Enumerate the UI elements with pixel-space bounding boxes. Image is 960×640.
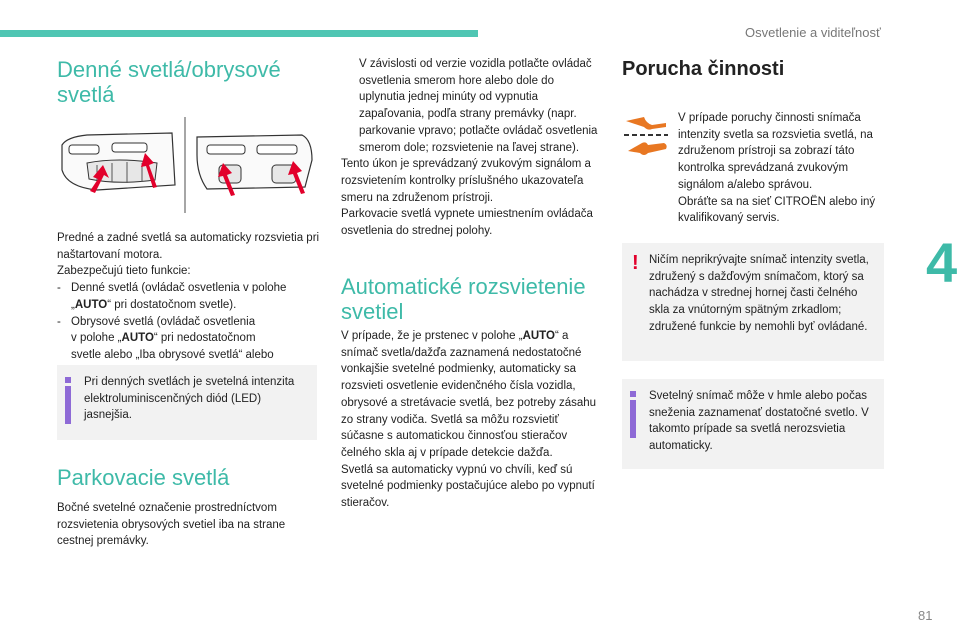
auto-keyword: AUTO — [74, 298, 108, 311]
daylight-body — [57, 230, 327, 380]
malfunction-text-line1: V prípade poruchy činnosti snímača intenzity svetla sa rozsvietia svetlá, na združenom prístroji sa zobrazí táto kontrolka sprevádzaná zvukovým signálom a/alebo správou. — [678, 112, 873, 191]
bullet-position-line1: Obrysové svetlá (ovládač osvetlenia — [71, 315, 256, 328]
page-number: 81 — [918, 608, 933, 623]
info-note-led-text: Pri denných svetlách je svetelná intenzita elektroluminiscenčných diód (LED) jasnejšia. — [84, 376, 295, 422]
arrow-bullet — [341, 56, 603, 156]
arrow-bullet-text: V závislosti od verzie vozidla potlačte ovládač osvetlenia smerom hore alebo dole do uplynutia jednej minúty od vypnutia zapaľovania, podľa strany premávky (napr. parkovanie vpravo; potlačte ovládač osvetlenia smerom dole; rozsvietenie na ľavej strane). — [359, 58, 598, 154]
daylight-title-line1: Denné svetlá/obrysové — [57, 57, 281, 82]
daylight-para2: Zabezpečujú tieto funkcie: — [57, 265, 191, 278]
bullet-daylight-line2: “ pri dostatočnom svetle). — [107, 298, 237, 311]
bullet-daylight — [57, 280, 327, 313]
auto-lighting-para1-c: “ a snímač svetla/dažďa zaznamená nedostatočné vonkajšie svetelné podmienky, automaticky sa rozsvieti osvetlenie evidenčného čísla vozidla, obrysové a stretávacie svetlá, bez potreby zásahu zo strany vodiča. Svetlá sa môžu rozsvietiť súčasne s automatickou činnosťou stieračov čelného skla aj v prípade detekcie dažďa. — [341, 330, 597, 459]
malfunction-text — [678, 110, 878, 227]
warning-exclamation-icon: ! — [632, 252, 639, 274]
warning-note — [622, 243, 884, 361]
auto-lighting-para1 — [341, 328, 603, 462]
malfunction-title: Porucha činnosti — [622, 58, 785, 80]
auto-lighting-body — [341, 328, 603, 512]
bullet-position-line2c: “ pri nedostatočnom — [153, 332, 256, 345]
auto-keyword: AUTO — [522, 330, 555, 342]
bullet-daylight-quote: „ — [71, 298, 75, 311]
bullet-marker: - — [57, 282, 61, 295]
info-note-led — [57, 365, 317, 440]
parking-para1: Tento úkon je sprevádzaný zvukovým signálom a rozsvietením kontrolky príslušného ukazovateľa smeru na združenom prístroji. — [341, 158, 591, 204]
daylight-para1: Predné a zadné svetlá sa automaticky rozsvietia pri naštartovaní motora. — [57, 232, 320, 261]
auto-lighting-para2: Svetlá sa automaticky vypnú vo chvíli, keď sú svetelné podmienky postačujúce alebo po vypnutí stieračov. — [341, 463, 595, 510]
parking-instructions — [341, 56, 603, 240]
parking-text: Bočné svetelné označenie prostredníctvom rozsvietenia obrysových svetiel iba na strane cestnej premávky. — [57, 502, 286, 548]
wrench-warning-icon — [622, 115, 670, 159]
section-title: Osvetlenie a viditeľnosť — [745, 25, 881, 40]
lights-illustration — [57, 115, 317, 215]
parking-para2: Parkovacie svetlá vypnete umiestnením ovládača osvetlenia do strednej polohy. — [341, 208, 593, 238]
daylight-title-line2: svetlá — [57, 81, 115, 107]
auto-lighting-para1-a: V prípade, že je prstenec v polohe „ — [341, 330, 523, 342]
malfunction-text-line2: Obráťte sa na sieť CITROËN alebo iný kvalifikovaný servis. — [678, 195, 876, 225]
info-icon — [64, 377, 74, 427]
header-accent-bar — [0, 30, 478, 37]
bullet-daylight-line1: Denné svetlá (ovládač osvetlenia v polohe — [71, 282, 287, 295]
auto-keyword: AUTO — [121, 332, 154, 345]
auto-lighting-title-line2: svetiel — [341, 298, 404, 324]
bullet-position-line3: svetle alebo „Iba obrysové svetlá“ alebo — [71, 348, 274, 361]
info-icon — [629, 391, 639, 441]
parking-title: Parkovacie svetlá — [57, 465, 230, 490]
auto-lighting-title — [341, 275, 586, 325]
bullet-position-line2a: v polohe „ — [71, 332, 122, 345]
daylight-title — [57, 58, 281, 108]
bullet-marker: - — [57, 315, 61, 328]
info-note-sensor-text: Svetelný snímač môže v hmle alebo počas sneženia zaznamenať dostatočné svetlo. V takomto prípade sa svetlá nerozsvietia automaticky. — [649, 390, 869, 453]
arrow-bullet-icon — [341, 56, 359, 156]
chapter-number: 4 — [926, 231, 958, 294]
warning-note-text: Ničím neprikrývajte snímač intenzity svetla, združený s dažďovým snímačom, ktorý sa nachádza v strednej hornej časti čelného skla za vnútorným spätným zrkadlom; združené funkcie by nemohli byť ovládané. — [649, 254, 869, 333]
auto-lighting-title-line1: Automatické rozsvietenie — [341, 274, 586, 299]
info-note-sensor — [622, 379, 884, 469]
